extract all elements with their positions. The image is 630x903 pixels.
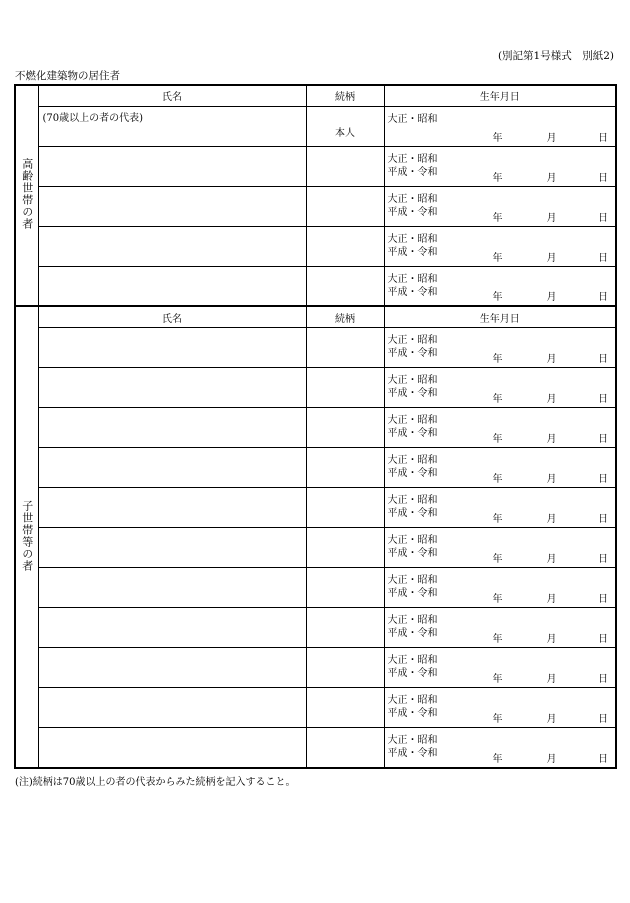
era-option: 大正・昭和 [387,153,438,165]
birth-header: 生年月日 [384,85,616,106]
day-unit: 日 [598,393,608,405]
relation-cell[interactable] [306,648,384,688]
day-unit: 日 [598,514,608,525]
name-cell[interactable] [38,528,306,568]
representative-note: (70歳以上の者の代表) [42,112,144,124]
era-option: 大正・昭和 [387,273,438,285]
era-option: 大正・昭和 [387,655,438,667]
month-unit: 月 [546,393,557,405]
name-cell[interactable] [38,327,306,367]
birth-cell[interactable] [384,226,616,266]
name-cell[interactable] [38,266,306,306]
day-unit: 日 [598,172,608,184]
month-unit: 月 [546,634,557,646]
relation-header: 続柄 [306,306,384,327]
year-unit: 年 [492,393,503,405]
era-option: 大正・昭和 [387,575,438,587]
day-unit: 日 [598,353,608,365]
name-cell[interactable] [38,487,306,527]
table-row [15,568,616,608]
day-unit: 日 [598,212,608,224]
month-unit: 月 [546,252,557,264]
name-cell[interactable] [38,407,306,447]
era-option: 大正・昭和 [387,494,438,506]
era-option: 大正・昭和 [387,414,438,426]
day-unit: 日 [598,252,608,264]
relation-cell[interactable] [306,688,384,728]
table-row [15,528,616,568]
table-row [15,266,616,306]
elderly-header-row [15,85,616,106]
year-unit: 年 [492,674,503,686]
month-unit: 月 [546,554,557,566]
birth-cell[interactable] [384,186,616,226]
birth-cell[interactable] [384,608,616,648]
relation-cell[interactable] [306,528,384,568]
birth-header: 生年月日 [384,306,616,327]
era-option: 大正・昭和 [387,233,438,245]
day-unit: 日 [598,714,608,726]
table-row [15,447,616,487]
residents-table [14,84,617,769]
relation-cell[interactable] [306,407,384,447]
year-unit: 年 [492,473,503,485]
era-option: 大正・昭和 [387,615,438,627]
table-row [15,226,616,266]
relation-cell[interactable] [306,568,384,608]
name-header: 氏名 [38,306,306,327]
year-unit: 年 [492,252,503,264]
year-unit: 年 [492,353,503,365]
era-option: 平成・令和 [387,206,438,218]
month-unit: 月 [546,594,557,606]
era-option: 大正・昭和 [387,454,438,466]
era-option: 平成・令和 [387,246,438,258]
month-unit: 月 [546,132,557,144]
name-cell[interactable] [38,367,306,407]
day-unit: 日 [598,292,608,304]
year-unit: 年 [492,514,503,525]
year-unit: 年 [492,594,503,606]
table-row [15,728,616,768]
birth-cell[interactable] [384,407,616,447]
relation-header: 続柄 [306,85,384,106]
year-unit: 年 [492,172,503,184]
table-row [15,407,616,447]
relation-cell[interactable] [306,327,384,367]
table-row [15,688,616,728]
relation-cell[interactable] [306,146,384,186]
day-unit: 日 [598,132,608,144]
month-unit: 月 [546,433,557,445]
name-cell[interactable] [38,186,306,226]
name-cell[interactable] [38,688,306,728]
era-option: 大正・昭和 [387,374,438,386]
era-option: 大正・昭和 [387,113,438,125]
footnote: (注)続柄は70歳以上の者の代表からみた続柄を記入すること。 [15,777,296,788]
day-unit: 日 [598,433,608,445]
birth-cell[interactable] [384,266,616,306]
year-unit: 年 [492,132,503,144]
table-row [15,327,616,367]
era-option: 平成・令和 [387,507,438,519]
era-option: 平成・令和 [387,166,438,178]
month-unit: 月 [546,172,557,184]
day-unit: 日 [598,754,608,765]
month-unit: 月 [546,212,557,224]
section-title: 不燃化建築物の居住者 [15,70,120,82]
table-row [15,146,616,186]
month-unit: 月 [546,514,557,525]
relation-cell[interactable] [306,608,384,648]
day-unit: 日 [598,594,608,606]
month-unit: 月 [546,754,557,765]
era-option: 大正・昭和 [387,695,438,707]
day-unit: 日 [598,634,608,646]
relation-cell[interactable] [306,186,384,226]
birth-cell[interactable] [384,327,616,367]
era-option: 平成・令和 [387,467,438,479]
day-unit: 日 [598,674,608,686]
name-cell[interactable] [38,447,306,487]
era-option: 平成・令和 [387,286,438,298]
relation-self: 本人 [335,127,355,139]
relation-cell[interactable] [306,728,384,768]
month-unit: 月 [546,674,557,686]
era-option: 平成・令和 [387,588,438,600]
name-cell[interactable] [38,728,306,768]
birth-cell[interactable] [384,106,616,146]
year-unit: 年 [492,433,503,445]
birth-cell[interactable] [384,146,616,186]
month-unit: 月 [546,473,557,485]
era-option: 大正・昭和 [387,735,438,747]
table-row [15,367,616,407]
era-option: 平成・令和 [387,548,438,559]
table-row [15,186,616,226]
era-option: 平成・令和 [387,748,438,760]
year-unit: 年 [492,212,503,224]
birth-cell[interactable] [384,487,616,527]
relation-cell[interactable] [306,487,384,527]
name-cell[interactable] [38,568,306,608]
relation-cell[interactable] [306,367,384,407]
era-option: 平成・令和 [387,628,438,640]
birth-cell[interactable] [384,447,616,487]
month-unit: 月 [546,292,557,304]
name-cell[interactable] [38,106,306,146]
era-option: 大正・昭和 [387,193,438,205]
relation-cell[interactable] [306,106,384,146]
year-unit: 年 [492,754,503,765]
year-unit: 年 [492,292,503,304]
table-row [15,106,616,146]
relation-cell[interactable] [306,447,384,487]
birth-cell[interactable] [384,688,616,728]
birth-cell[interactable] [384,728,616,768]
year-unit: 年 [492,714,503,726]
era-option: 平成・令和 [387,708,438,720]
elderly-group-label: 高齢世帯の者 [15,85,38,306]
era-option: 平成・令和 [387,427,438,439]
table-row [15,487,616,527]
year-unit: 年 [492,554,503,566]
month-unit: 月 [546,353,557,365]
month-unit: 月 [546,714,557,726]
era-option: 大正・昭和 [387,535,438,546]
era-option: 大正・昭和 [387,334,438,346]
year-unit: 年 [492,634,503,646]
era-option: 平成・令和 [387,347,438,359]
form-reference: (別記第1号様式 別紙2) [497,50,614,62]
child-header-row [15,306,616,327]
table-row [15,648,616,688]
name-header: 氏名 [38,85,306,106]
name-cell[interactable] [38,648,306,688]
name-cell[interactable] [38,146,306,186]
relation-cell[interactable] [306,226,384,266]
table-row [15,608,616,648]
relation-cell[interactable] [306,266,384,306]
day-unit: 日 [598,473,608,485]
birth-cell[interactable] [384,528,616,568]
era-option: 平成・令和 [387,387,438,399]
birth-cell[interactable] [384,367,616,407]
name-cell[interactable] [38,608,306,648]
name-cell[interactable] [38,226,306,266]
birth-cell[interactable] [384,648,616,688]
child-group-label: 子世帯等の者 [15,306,38,768]
birth-cell[interactable] [384,568,616,608]
day-unit: 日 [598,554,608,566]
era-option: 平成・令和 [387,668,438,680]
